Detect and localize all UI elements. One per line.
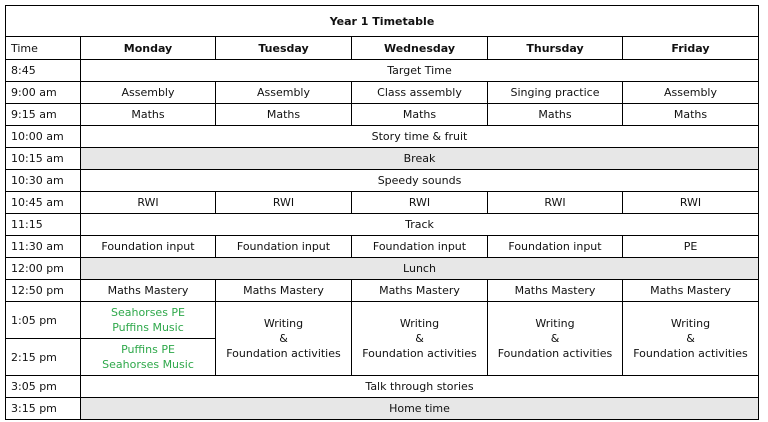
day-header-wednesday: Wednesday [352,37,488,60]
lesson-cell-tuesday: Maths [216,104,352,126]
time-cell: 1:05 pm [6,302,81,339]
session-line: Seahorses PE [110,306,186,319]
time-cell: 3:05 pm [6,376,81,398]
row-1305 [6,302,759,339]
afternoon-line-2: & [279,332,288,345]
day-header-tuesday: Tuesday [216,37,352,60]
lesson-cell-wednesday: Class assembly [352,82,488,104]
afternoon-line-3: Foundation activities [497,347,613,360]
session-line: Seahorses Music [102,358,194,371]
session-line: Puffins Music [112,321,184,334]
row-0845 [6,60,759,82]
row-1045 [6,192,759,214]
afternoon-line-1: Writing [399,317,440,330]
time-cell: 10:30 am [6,170,81,192]
time-cell: 10:45 am [6,192,81,214]
lesson-cell-friday: Maths [623,104,759,126]
afternoon-line-2: & [686,332,695,345]
afternoon-cell-tuesday [216,302,352,376]
afternoon-line-2: & [550,332,560,345]
time-cell: 3:15 pm [6,398,81,420]
time-cell: 2:15 pm [6,339,81,376]
lesson-cell-thursday: RWI [488,192,623,214]
afternoon-line-2: & [415,332,424,345]
afternoon-line-1: Writing [263,317,304,330]
lesson-cell-monday: Maths [81,104,216,126]
all-week-cell: Track [81,214,759,236]
row-1000 [6,126,759,148]
afternoon-line-1: Writing [670,317,711,330]
lesson-cell-thursday: Foundation input [488,236,623,258]
all-week-cell: Story time & fruit [81,126,759,148]
time-cell: 12:50 pm [6,280,81,302]
afternoon-line-3: Foundation activities [362,347,477,360]
time-cell: 9:00 am [6,82,81,104]
row-1200 [6,258,759,280]
lesson-cell-tuesday: Assembly [216,82,352,104]
row-1505 [6,376,759,398]
lesson-cell-tuesday: Maths Mastery [216,280,352,302]
afternoon-line-1: Writing [535,317,575,330]
lesson-cell-wednesday: Maths [352,104,488,126]
afternoon-cell-wednesday [352,302,488,376]
lesson-cell-friday: PE [623,236,759,258]
time-cell: 10:15 am [6,148,81,170]
row-1030 [6,170,759,192]
break-cell: Break [81,148,759,170]
lesson-cell-thursday: Singing practice [488,82,623,104]
row-0900 [6,82,759,104]
split-session-monday-a [81,302,216,339]
timetable [5,5,759,420]
time-cell: 11:15 [6,214,81,236]
lesson-cell-wednesday: Foundation input [352,236,488,258]
lesson-cell-wednesday: RWI [352,192,488,214]
session-line: Puffins PE [121,343,175,356]
all-week-cell: Target Time [81,60,759,82]
row-0915 [6,104,759,126]
timetable-title: Year 1 Timetable [6,6,759,37]
time-cell: 11:30 am [6,236,81,258]
time-header: Time [6,37,81,60]
lesson-cell-friday: Assembly [623,82,759,104]
day-header-monday: Monday [81,37,216,60]
afternoon-line-3: Foundation activities [226,347,341,360]
time-cell: 9:15 am [6,104,81,126]
lunch-cell: Lunch [81,258,759,280]
time-cell: 12:00 pm [6,258,81,280]
lesson-cell-monday: Foundation input [81,236,216,258]
afternoon-cell-friday [623,302,759,376]
afternoon-cell-thursday [488,302,623,376]
all-week-cell: Speedy sounds [81,170,759,192]
lesson-cell-friday: Maths Mastery [623,280,759,302]
lesson-cell-friday: RWI [623,192,759,214]
lesson-cell-thursday: Maths [488,104,623,126]
row-1015 [6,148,759,170]
row-1515 [6,398,759,420]
afternoon-line-3: Foundation activities [633,347,748,360]
lesson-cell-wednesday: Maths Mastery [352,280,488,302]
row-1115 [6,214,759,236]
lesson-cell-monday: Assembly [81,82,216,104]
row-1130 [6,236,759,258]
day-header-friday: Friday [623,37,759,60]
day-header-thursday: Thursday [488,37,623,60]
time-cell: 10:00 am [6,126,81,148]
lesson-cell-monday: RWI [81,192,216,214]
lesson-cell-tuesday: RWI [216,192,352,214]
split-session-monday-b [81,339,216,376]
lesson-cell-monday: Maths Mastery [81,280,216,302]
time-cell: 8:45 [6,60,81,82]
lesson-cell-thursday: Maths Mastery [488,280,623,302]
lesson-cell-tuesday: Foundation input [216,236,352,258]
home-time-cell: Home time [81,398,759,420]
all-week-cell: Talk through stories [81,376,759,398]
row-1250 [6,280,759,302]
